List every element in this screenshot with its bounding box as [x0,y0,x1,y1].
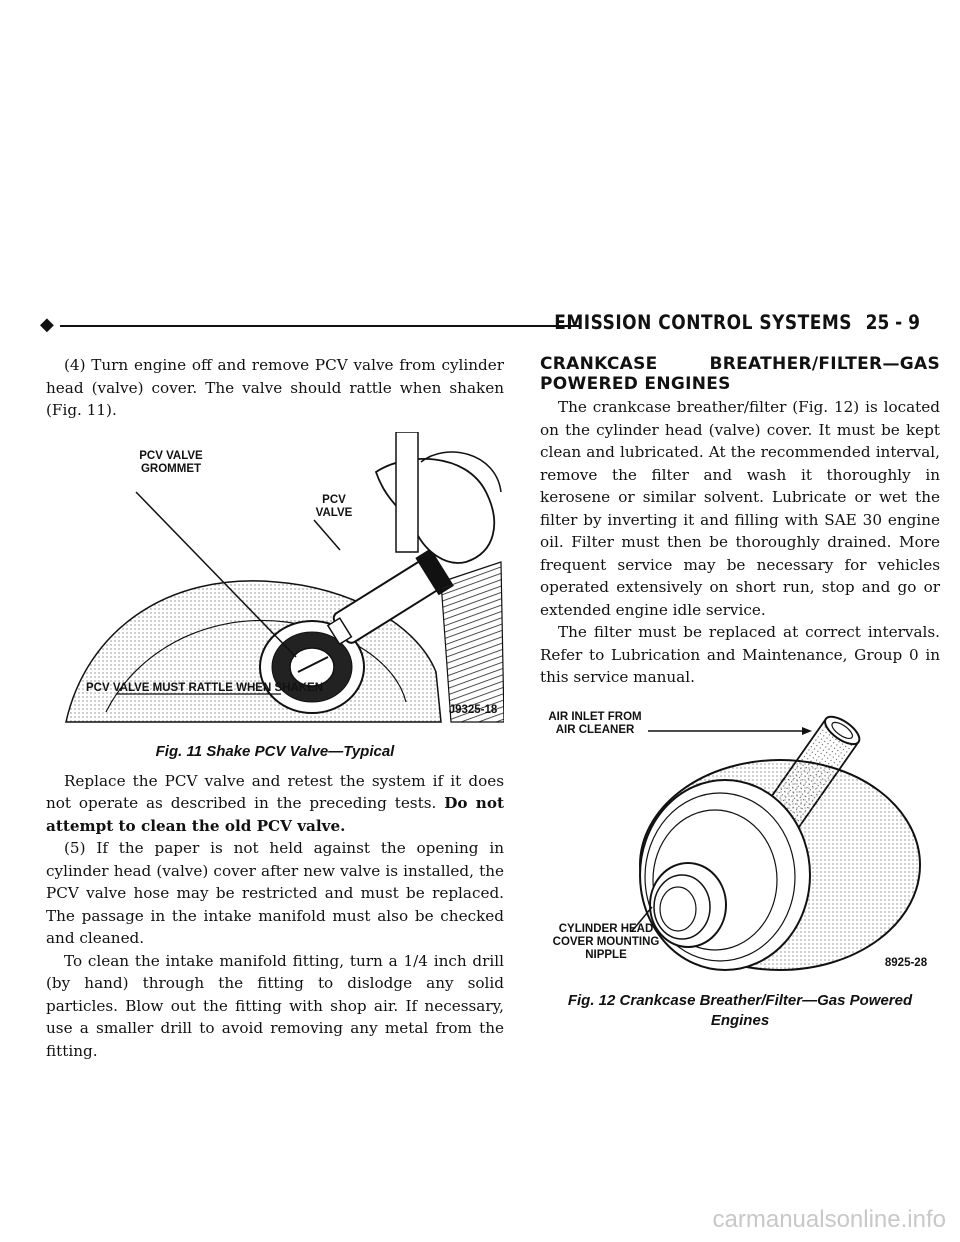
label-air-inlet: AIR INLET FROM AIR CLEANER [548,710,642,736]
replace-paragraph [46,770,504,838]
header-rule [60,325,580,327]
page-number: 25 - 9 [865,311,920,335]
figure-11 [46,432,504,732]
section-heading: CRANKCASE BREATHER/FILTER—GAS POWERED ENGINES [540,354,940,394]
label-must-rattle: PCV VALVE MUST RATTLE WHEN SHAKEN [86,681,324,694]
figure-12 [540,695,940,987]
page-header [40,313,920,337]
label-mounting-nipple: CYLINDER HEAD COVER MOUNTING NIPPLE [552,922,660,961]
figure-12-caption: Fig. 12 Crankcase Breather/Filter—Gas Powered Engines [567,991,913,1029]
watermark: carmanualsonline.info [712,1206,946,1233]
section-title: EMISSION CONTROL SYSTEMS [554,311,852,335]
diamond-icon: ◆ [40,314,54,335]
figure-11-caption: Fig. 11 Shake PCV Valve—Typical [155,742,395,760]
label-pcv-valve-grommet: PCV VALVE GROMMET [139,449,203,475]
label-pcv-valve: PCV VALVE [315,493,353,519]
replace-interval-paragraph: The filter must be replaced at correct intervals. Refer to Lubrication and Maintenance, Group 0 in this service manual. [540,623,940,686]
left-column [46,354,504,1062]
figure-id: 8925-28 [884,956,928,969]
step-4-paragraph: (4) Turn engine off and remove PCV valve from cylinder head (valve) cover. The valve should rattle when shaken (Fig. 11). [46,356,504,419]
replace-text: Replace the PCV valve and retest the system if it does not operate as described in the preceding tests. [46,771,504,812]
breather-paragraph: The crankcase breather/filter (Fig. 12) is located on the cylinder head (valve) cover. It must be kept clean and lubricated. At the recommended interval, remove the filter and wash it thoroughly in kerosene or similar solvent. Lubricate or wet the filter by inverting it and filling with SAE 30 engine oil. Filter must then be thoroughly drained. More frequent service may be necessary for vehicles operated extensively on short run, stop and go or extended engine idle service. [540,398,940,619]
clean-fitting-paragraph: To clean the intake manifold fitting, turn a 1/4 inch drill (by hand) through the fitting to dislodge any solid particles. Blow out the fitting with shop air. If necessary, use a smaller drill to avoid removing any metal from the fitting. [46,951,504,1060]
step-5-paragraph: (5) If the paper is not held against the opening in cylinder head (valve) cover after new valve is installed, the PCV valve hose may be restricted and must be replaced. The passage in the intake manifold must also be checked and cleaned. [46,839,504,947]
figure-id: J9325-18 [448,703,498,716]
right-column [540,354,940,1031]
warning-text: Do not attempt to clean the old PCV valve. [46,794,504,835]
